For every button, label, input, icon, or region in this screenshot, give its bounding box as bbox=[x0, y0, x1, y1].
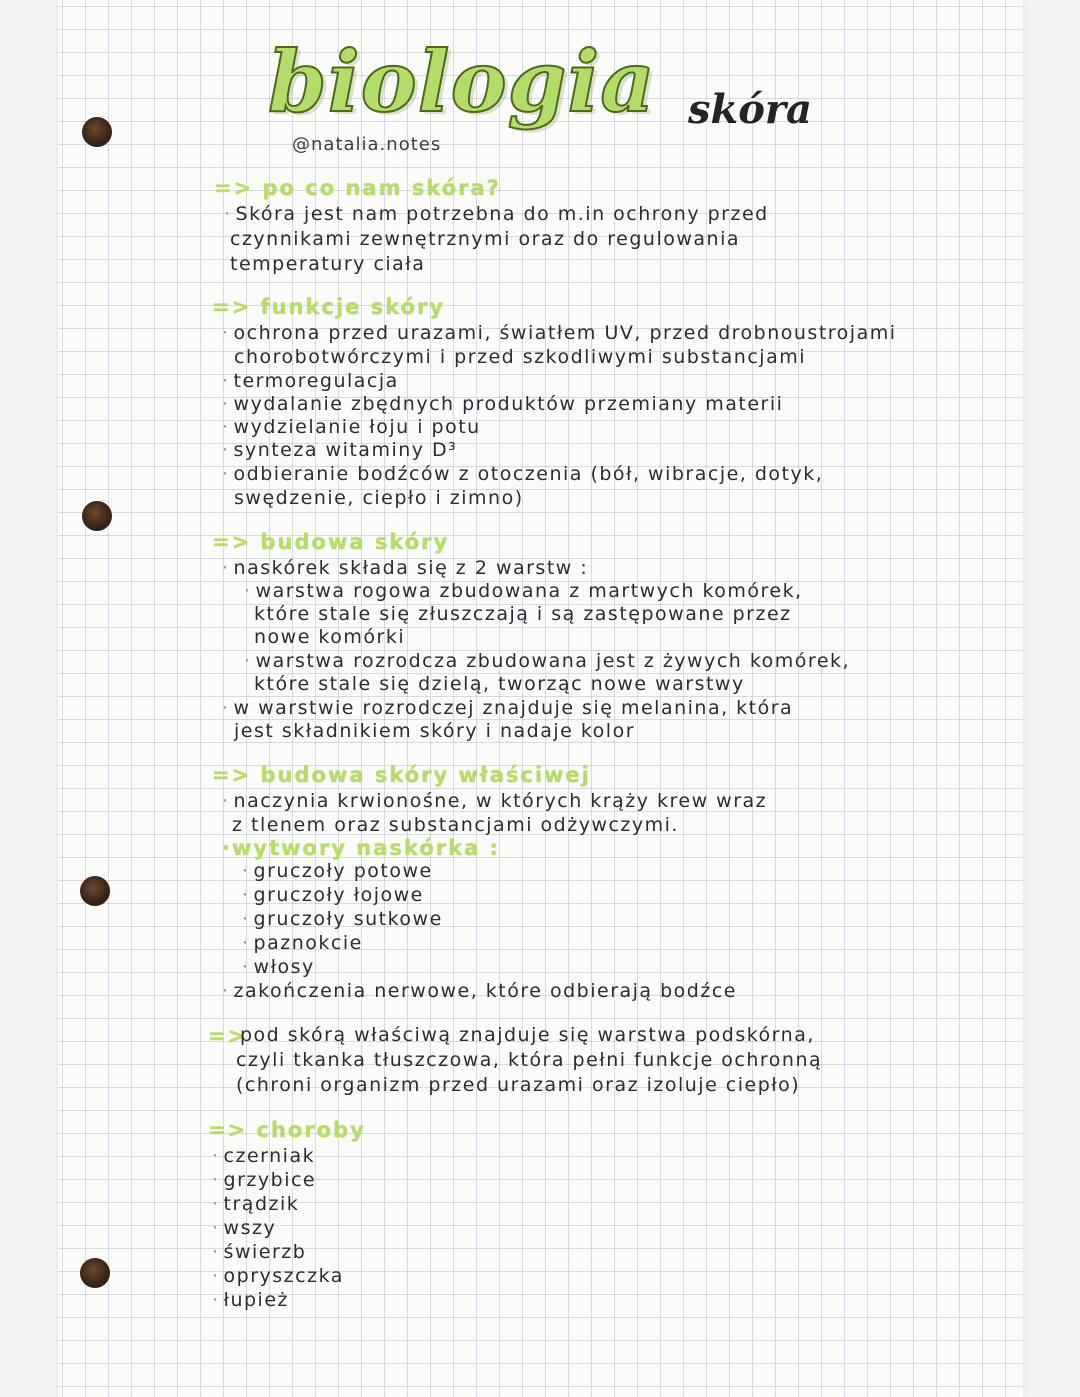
text-line: które stale się dzielą, tworząc nowe warstwy bbox=[254, 673, 745, 695]
author-handle: @natalia.notes bbox=[292, 134, 442, 155]
text-line: · ochrona przed urazami, światłem UV, przed drobnoustrojami bbox=[222, 322, 897, 344]
text-line: · w warstwie rozrodczej znajduje się melanina, która bbox=[222, 697, 794, 719]
text-line: · zakończenia nerwowe, które odbierają bodźce bbox=[222, 980, 737, 1002]
text-line: · warstwa rozrodcza zbudowana jest z żywych komórek, bbox=[244, 650, 851, 672]
list-item: · gruczoły sutkowe bbox=[242, 908, 443, 930]
binder-hole bbox=[80, 1258, 110, 1288]
section-heading: => budowa skóry bbox=[212, 530, 450, 554]
text-line: temperatury ciała bbox=[230, 253, 426, 275]
text-line: · warstwa rogowa zbudowana z martwych komórek, bbox=[244, 580, 803, 602]
text-line: · naskórek składa się z 2 warstw : bbox=[222, 557, 589, 579]
binder-hole bbox=[82, 117, 112, 147]
binder-hole bbox=[82, 501, 112, 531]
list-item: · gruczoły potowe bbox=[242, 860, 433, 882]
list-item: · wszy bbox=[212, 1217, 277, 1239]
text-line: swędzenie, ciepło i zimno) bbox=[234, 487, 524, 509]
text-line: chorobotwórczymi i przed szkodliwymi substancjami bbox=[234, 346, 807, 368]
text-line: które stale się złuszczają i są zastępowane przez bbox=[254, 603, 792, 625]
list-item: · paznokcie bbox=[242, 932, 363, 954]
text-line: · wydzielanie łoju i potu bbox=[222, 416, 481, 438]
text-line: czynnikami zewnętrznymi oraz do regulowania bbox=[230, 228, 740, 250]
list-item: · trądzik bbox=[212, 1193, 300, 1215]
list-item: · grzybice bbox=[212, 1169, 317, 1191]
text-line: · Skóra jest nam potrzebna do m.in ochrony przed bbox=[224, 203, 769, 225]
section-heading: => budowa skóry właściwej bbox=[212, 763, 591, 787]
text-line: · termoregulacja bbox=[222, 370, 399, 392]
subsection-heading: ·wytwory naskórka : bbox=[222, 836, 500, 860]
list-item: · czerniak bbox=[212, 1145, 316, 1167]
list-item: · włosy bbox=[242, 956, 315, 978]
section-heading: => po co nam skóra? bbox=[214, 176, 501, 200]
list-item: · łupież bbox=[212, 1289, 289, 1311]
list-item: · opryszczka bbox=[212, 1265, 344, 1287]
text-line: · naczynia krwionośne, w których krąży krew wraz bbox=[222, 790, 768, 812]
list-item: · gruczoły łojowe bbox=[242, 884, 424, 906]
section-heading: => funkcje skóry bbox=[212, 295, 446, 319]
text-line: jest składnikiem skóry i nadaje kolor bbox=[234, 720, 636, 742]
binder-hole bbox=[80, 876, 110, 906]
text-line: · odbieranie bodźców z otoczenia (bół, wibracje, dotyk, bbox=[222, 463, 824, 485]
page-title: biologia bbox=[268, 32, 656, 131]
text-line: · synteza witaminy D³ bbox=[222, 439, 458, 461]
text-line: · wydalanie zbędnych produktów przemiany materii bbox=[222, 393, 784, 415]
section-heading: => choroby bbox=[208, 1118, 366, 1142]
text-line: nowe komórki bbox=[254, 626, 406, 648]
text-line: czyli tkanka tłuszczowa, która pełni funkcje ochronną bbox=[236, 1049, 823, 1071]
list-item: · świerzb bbox=[212, 1241, 307, 1263]
section-heading: => bbox=[208, 1024, 248, 1048]
text-line: z tlenem oraz substancjami odżywczymi. bbox=[232, 814, 679, 836]
subject-label: skóra bbox=[688, 86, 812, 133]
text-line: (chroni organizm przed urazami oraz izoluje ciepło) bbox=[236, 1074, 801, 1096]
text-line: pod skórą właściwą znajduje się warstwa podskórna, bbox=[240, 1024, 815, 1046]
